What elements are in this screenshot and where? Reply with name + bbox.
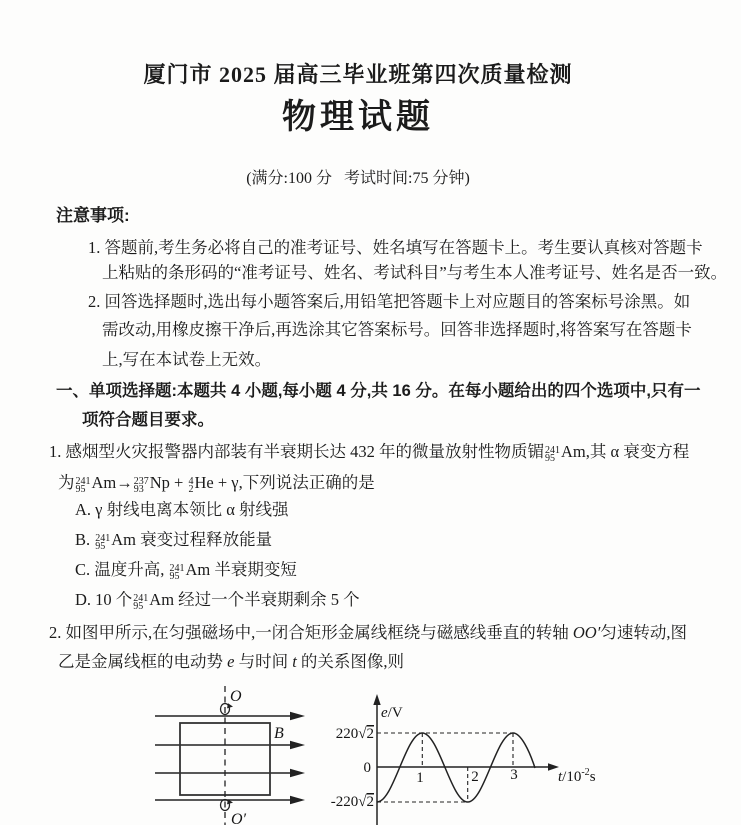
q1-option-b: B. 241 95 Am 衰变过程释放能量 xyxy=(75,530,273,552)
notice-item2-line2: 需改动,用橡皮擦干净后,再选涂其它答案标号。回答非选择题时,将答案写在答题卡 xyxy=(102,320,692,339)
section1-heading-line2: 项符合题目要求。 xyxy=(82,411,214,429)
isotope-stack-am: 241 95 xyxy=(133,592,149,612)
q1-option-c: C. 温度升高, 241 95 Am 半衰期变短 xyxy=(75,560,297,582)
exam-meta-line: (满分:100 分 考试时间:75 分钟) xyxy=(246,170,470,187)
notice-item2-line3: 上,写在本试卷上无效。 xyxy=(102,350,272,369)
magnetic-field-label: B xyxy=(274,725,284,742)
origin-label: 0 xyxy=(363,760,371,776)
y-min-label: -220√2 xyxy=(330,794,374,810)
question2-line2: 乙是金属线框的电动势 e 与时间 t 的关系图像,则 xyxy=(58,652,405,671)
rotation-axis-var: OO′ xyxy=(572,623,601,642)
figure-emf-time-graph xyxy=(325,690,615,825)
q1-option-a: A. γ 射线电离本领比 α 射线强 xyxy=(75,500,289,519)
question2-line1: 2. 如图甲所示,在匀强磁场中,一闭合矩形金属线框绕与磁感线垂直的转轴 OO′匀速转动,图 xyxy=(49,623,687,642)
figure-coil-in-field xyxy=(140,685,340,825)
notice-heading: 注意事项: xyxy=(56,206,130,225)
y-max-label: 220√2 xyxy=(335,726,374,742)
isotope-stack-he: 4 2 xyxy=(188,475,194,495)
axis-end-label-bottom: O′ xyxy=(231,811,247,825)
x-tick-2: 2 xyxy=(471,769,479,785)
notice-item1-line1: 1. 答题前,考生务必将自己的准考证号、姓名填写在答题卡上。考生要认真核对答题卡 xyxy=(88,238,703,257)
notice-item1-line2: 上粘贴的条形码的“准考证号、姓名、考试科目”与考生本人准考证号、姓名是否一致。 xyxy=(102,263,728,282)
isotope-stack-am: 241 95 xyxy=(75,475,91,495)
question1-line1: 1. 感烟型火灾报警器内部装有半衰期长达 432 年的微量放射性物质镅 241 95 Am,其 α 衰变方程 xyxy=(49,442,690,464)
y-axis-label: e/V xyxy=(381,705,403,721)
x-tick-1: 1 xyxy=(416,770,424,786)
q1-line1-text: 1. 感烟型火灾报警器内部装有半衰期长达 432 年的微量放射性物质镅 xyxy=(49,442,544,461)
question1-line2: 为 241 95 Am→ 237 93 Np + 4 2 He + γ,下列说法正确的是 xyxy=(58,473,375,495)
y-axis-arrowhead xyxy=(373,694,380,705)
isotope-stack-np: 237 93 xyxy=(133,475,149,495)
isotope-stack-am: 241 95 xyxy=(169,562,185,582)
axis-end-label-top: O xyxy=(230,688,242,705)
x-axis-label: $t/10^{-2}s$ xyxy=(558,767,596,785)
rotation-symbol-bottom xyxy=(221,799,234,810)
q1-option-d: D. 10 个 241 95 Am 经过一个半衰期剩余 5 个 xyxy=(75,590,360,612)
isotope-stack-am: 241 95 xyxy=(545,444,560,464)
section1-heading-line1: 一、单项选择题:本题共 4 小题,每小题 4 分,共 16 分。在每小题给出的四个选项中,只有一 xyxy=(56,382,701,400)
subject-title: 物理试题 xyxy=(282,98,434,136)
exam-title: 厦门市 2025 届高三毕业班第四次质量检测 xyxy=(143,62,573,87)
field-line-arrowheads xyxy=(290,712,305,804)
isotope-stack-am: 241 95 xyxy=(95,532,111,552)
x-tick-3: 3 xyxy=(510,767,518,783)
notice-item2-line1: 2. 回答选择题时,选出每小题答案后,用铅笔把答题卡上对应题目的答案标号涂黑。如 xyxy=(88,292,691,311)
